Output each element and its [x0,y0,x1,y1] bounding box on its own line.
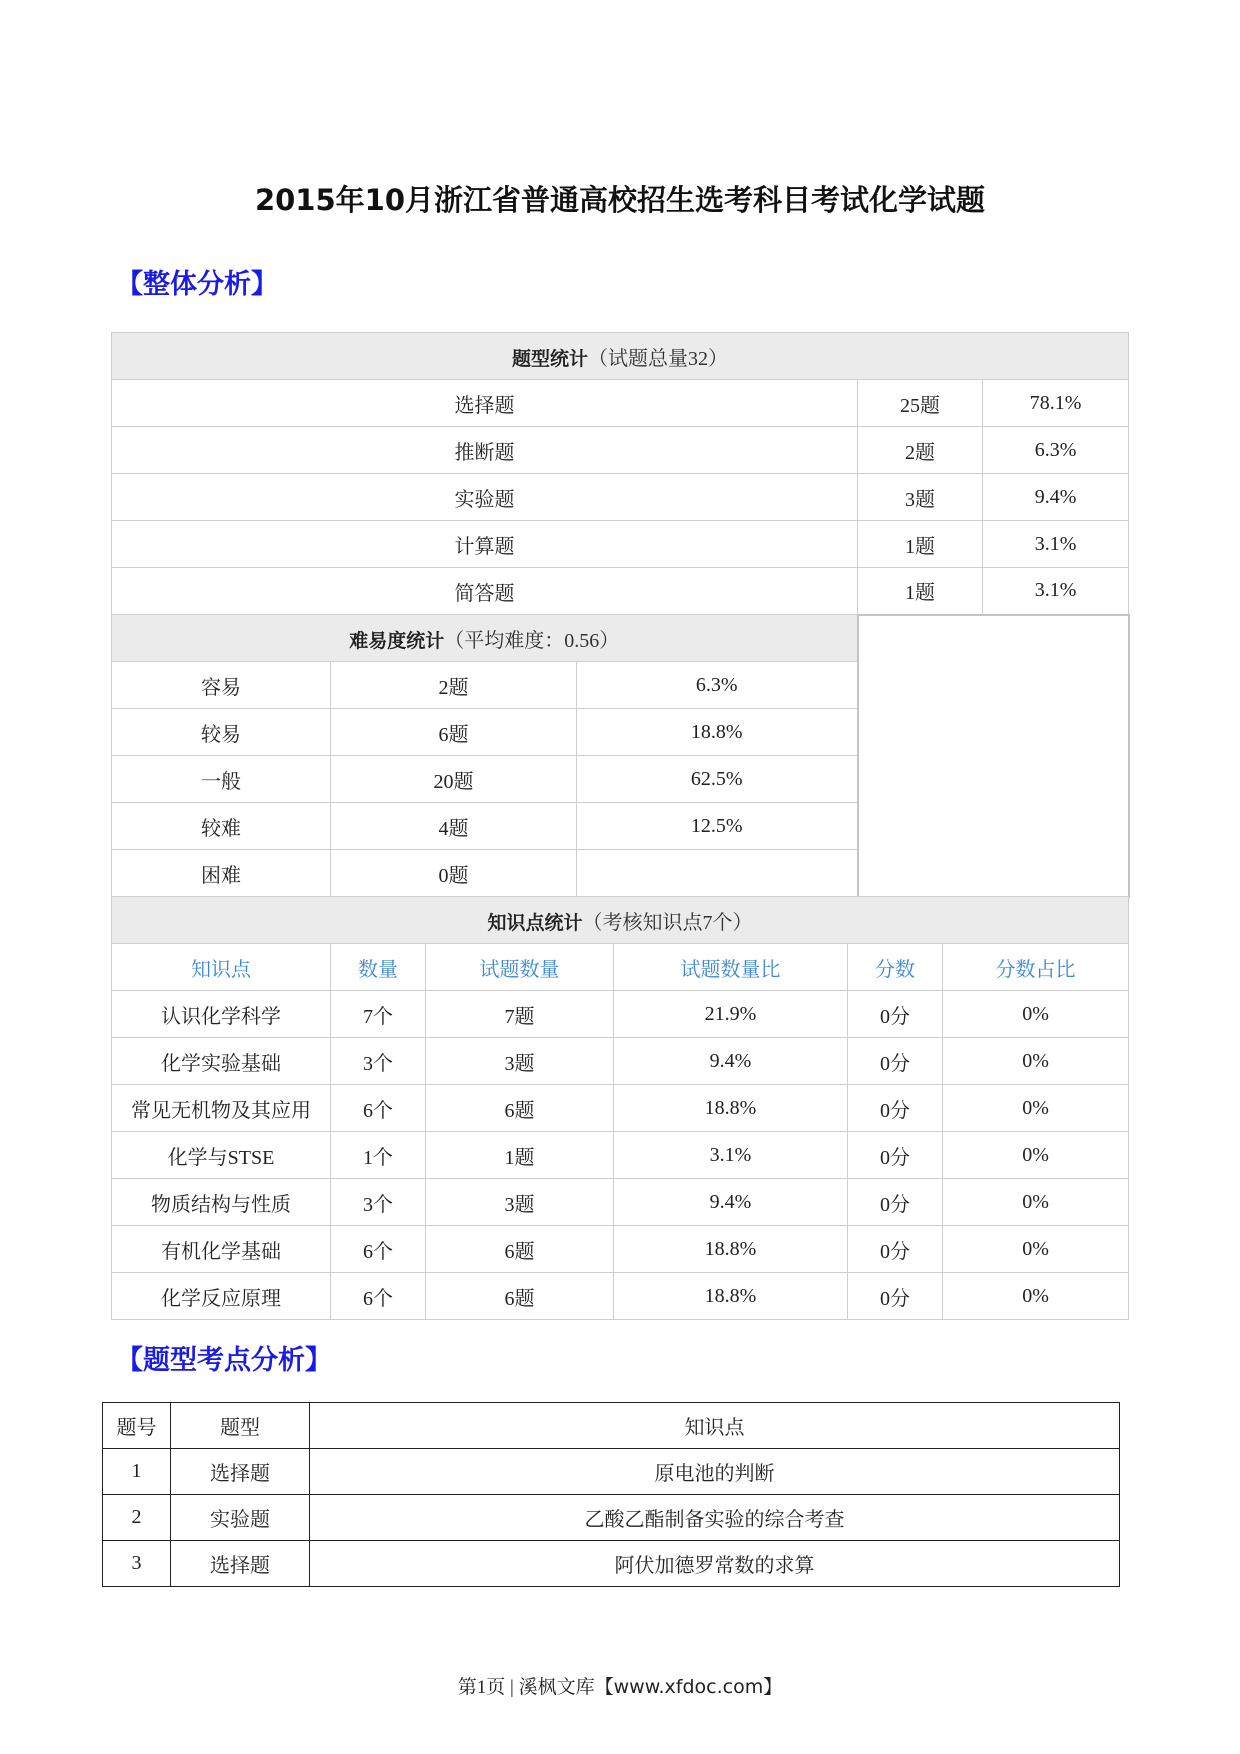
document-title: 2015年10月浙江省普通高校招生选考科目考试化学试题 [254,183,986,217]
question-type-percent: 78.1% [983,380,1129,427]
knowledge-question-count: 6题 [426,1273,614,1320]
question-type-name: 计算题 [112,521,858,568]
knowledge-score-ratio: 0% [943,1132,1129,1179]
table-row [112,1179,1129,1226]
knowledge-quantity: 6个 [331,1226,426,1273]
knowledge-point: 化学实验基础 [112,1038,331,1085]
column-header: 试题数量比 [614,944,848,991]
page-footer [0,1672,1240,1699]
question-type-label: 题型统计 [512,347,589,370]
chart-placeholder-box [858,615,1129,897]
knowledge-score-ratio: 0% [943,1085,1129,1132]
knowledge-score: 0分 [848,1085,943,1132]
knowledge-score-ratio: 0% [943,1273,1129,1320]
knowledge-score: 0分 [848,1132,943,1179]
table-row [112,427,1129,474]
question-type-percent: 6.3% [983,427,1129,474]
knowledge-question-count: 3题 [426,1179,614,1226]
question-type-percent: 3.1% [983,568,1129,615]
table-row [112,991,1129,1038]
knowledge-quantity: 6个 [331,1085,426,1132]
knowledge-point: 原电池的判断 [310,1449,1120,1495]
difficulty-section-header [112,615,858,662]
question-type: 选择题 [171,1449,310,1495]
column-header: 题型 [171,1403,310,1449]
knowledge-column-headers [112,944,1129,991]
difficulty-level: 容易 [112,662,331,709]
knowledge-score: 0分 [848,1179,943,1226]
column-header: 分数 [848,944,943,991]
knowledge-score: 0分 [848,991,943,1038]
difficulty-note: （平均难度：0.56） [444,629,620,652]
knowledge-quantity: 3个 [331,1038,426,1085]
difficulty-count: 6题 [331,709,577,756]
knowledge-question-ratio: 3.1% [614,1132,848,1179]
question-type-name: 简答题 [112,568,858,615]
knowledge-question-count: 1题 [426,1132,614,1179]
knowledge-score: 0分 [848,1038,943,1085]
section-heading-topic-analysis: 【题型考点分析】 [116,1345,332,1376]
footer-separator: | [510,1677,514,1698]
question-type: 选择题 [171,1541,310,1587]
knowledge-point: 有机化学基础 [112,1226,331,1273]
knowledge-note: （考核知识点7个） [582,911,753,934]
difficulty-percent: 62.5% [577,756,858,803]
knowledge-question-ratio: 18.8% [614,1273,848,1320]
question-type-count: 1题 [858,568,983,615]
knowledge-question-count: 7题 [426,991,614,1038]
knowledge-point: 认识化学科学 [112,991,331,1038]
table-row [112,521,1129,568]
table-row [103,1541,1120,1587]
knowledge-question-ratio: 18.8% [614,1085,848,1132]
topic-header-row [103,1403,1120,1449]
question-type-section-header [112,333,1129,380]
difficulty-label: 难易度统计 [349,629,445,652]
difficulty-count: 4题 [331,803,577,850]
knowledge-point: 乙酸乙酯制备实验的综合考查 [310,1495,1120,1541]
page-number: 第1页 [457,1677,506,1698]
question-number: 2 [103,1495,171,1541]
knowledge-question-count: 6题 [426,1226,614,1273]
knowledge-point: 常见无机物及其应用 [112,1085,331,1132]
table-row [112,568,1129,615]
difficulty-header-row [112,615,1129,662]
question-type-name: 选择题 [112,380,858,427]
question-number: 3 [103,1541,171,1587]
table-row [112,1273,1129,1320]
knowledge-quantity: 1个 [331,1132,426,1179]
column-header: 分数占比 [943,944,1129,991]
knowledge-question-count: 6题 [426,1085,614,1132]
knowledge-table [111,896,1129,1320]
knowledge-score-ratio: 0% [943,1038,1129,1085]
question-type-percent: 9.4% [983,474,1129,521]
table-row [112,1132,1129,1179]
knowledge-point: 阿伏加德罗常数的求算 [310,1541,1120,1587]
knowledge-question-count: 3题 [426,1038,614,1085]
statistics-table [111,332,1130,898]
difficulty-count: 0题 [331,850,577,897]
knowledge-score-ratio: 0% [943,991,1129,1038]
difficulty-level: 一般 [112,756,331,803]
knowledge-question-ratio: 9.4% [614,1038,848,1085]
knowledge-question-ratio: 9.4% [614,1179,848,1226]
question-number: 1 [103,1449,171,1495]
knowledge-point: 化学反应原理 [112,1273,331,1320]
knowledge-quantity: 7个 [331,991,426,1038]
table-row [112,474,1129,521]
knowledge-quantity: 6个 [331,1273,426,1320]
site-link[interactable]: 【www.xfdoc.com】 [594,1676,783,1698]
difficulty-level: 困难 [112,850,331,897]
question-type-name: 实验题 [112,474,858,521]
knowledge-quantity: 3个 [331,1179,426,1226]
table-row [103,1495,1120,1541]
table-row [103,1449,1120,1495]
column-header: 知识点 [310,1403,1120,1449]
knowledge-question-ratio: 18.8% [614,1226,848,1273]
knowledge-score-ratio: 0% [943,1226,1129,1273]
difficulty-percent [577,850,858,897]
knowledge-score: 0分 [848,1273,943,1320]
question-type-count: 25题 [858,380,983,427]
question-type-percent: 3.1% [983,521,1129,568]
difficulty-level: 较难 [112,803,331,850]
topic-analysis-table [102,1402,1120,1587]
library-name: 溪枫文库 [518,1677,595,1698]
table-row [112,1038,1129,1085]
question-type-note: （试题总量32） [588,347,729,370]
difficulty-level: 较易 [112,709,331,756]
knowledge-question-ratio: 21.9% [614,991,848,1038]
question-type-count: 1题 [858,521,983,568]
table-row [112,380,1129,427]
difficulty-percent: 12.5% [577,803,858,850]
difficulty-count: 20题 [331,756,577,803]
knowledge-score-ratio: 0% [943,1179,1129,1226]
column-header: 数量 [331,944,426,991]
question-type-header-row [112,333,1129,380]
knowledge-score: 0分 [848,1226,943,1273]
difficulty-percent: 6.3% [577,662,858,709]
knowledge-section-header [112,897,1129,944]
column-header: 试题数量 [426,944,614,991]
table-row [112,1085,1129,1132]
knowledge-point: 物质结构与性质 [112,1179,331,1226]
table-row [112,1226,1129,1273]
column-header: 知识点 [112,944,331,991]
column-header: 题号 [103,1403,171,1449]
question-type-count: 3题 [858,474,983,521]
question-type: 实验题 [171,1495,310,1541]
section-heading-overall: 【整体分析】 [116,269,278,300]
difficulty-percent: 18.8% [577,709,858,756]
difficulty-count: 2题 [331,662,577,709]
question-type-count: 2题 [858,427,983,474]
knowledge-point: 化学与STSE [112,1132,331,1179]
knowledge-header-row [112,897,1129,944]
knowledge-label: 知识点统计 [487,911,583,934]
question-type-name: 推断题 [112,427,858,474]
